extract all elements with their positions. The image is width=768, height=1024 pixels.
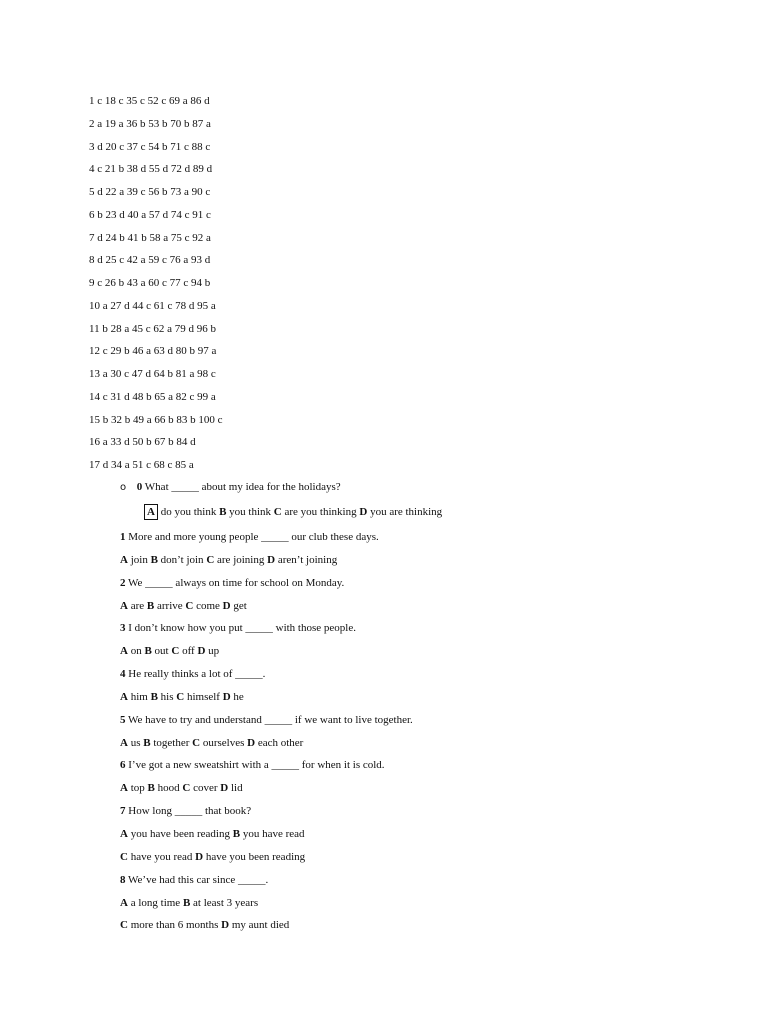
answer-key-line: 12 c 29 b 46 a 63 d 80 b 97 a (89, 345, 217, 358)
options-line (120, 643, 720, 666)
answer-key-line: 14 c 31 d 48 b 65 a 82 c 99 a (89, 390, 216, 403)
option-letter: B (150, 553, 158, 566)
option-text: off (179, 645, 198, 658)
option-letter: C (206, 553, 215, 566)
option-letter: A (120, 599, 128, 612)
option-text: you have read (240, 827, 305, 840)
question-number: 1 (120, 531, 126, 543)
answer-key-line: 5 d 22 a 39 c 56 b 73 a 90 c (89, 186, 211, 198)
option-text: on (127, 645, 145, 658)
question-1 (120, 529, 720, 552)
option-letter: B (144, 645, 152, 658)
answer-key-line: 7 d 24 b 41 b 58 a 75 c 92 a (89, 231, 211, 244)
example-options (120, 503, 720, 529)
option-text: up (205, 645, 220, 658)
answer-key-line: 9 c 26 b 43 a 60 c 77 c 94 b (89, 277, 211, 289)
option-text: do you think (157, 506, 220, 518)
option-text: get (230, 599, 247, 612)
bullet-icon: o (120, 482, 127, 493)
answer-key-line: 2 a 19 a 36 b 53 b 70 b 87 a (89, 117, 211, 130)
question-number: 5 (120, 713, 126, 726)
question-stem: We’ve had this car since _____. (125, 873, 269, 886)
options-line (120, 552, 720, 575)
option-text: him (127, 690, 151, 703)
option-text: come (193, 599, 223, 612)
example-question (120, 479, 720, 503)
answer-key-line: 11 b 28 a 45 c 62 a 79 d 96 b (89, 322, 216, 335)
question-number: 3 (120, 622, 126, 635)
option-letter: D (197, 645, 206, 658)
options-line (120, 917, 720, 940)
option-letter: A (120, 690, 128, 703)
option-text: hood (154, 782, 183, 795)
option-letter: C (120, 919, 128, 932)
option-text: my aunt died (229, 919, 290, 932)
option-text: lid (228, 782, 243, 795)
options-line (120, 689, 720, 712)
answer-key (89, 93, 223, 480)
question-stem: He really thinks a lot of _____. (125, 668, 266, 681)
question-stem: I don’t know how you put _____ with those people. (125, 622, 356, 635)
question-stem: How long _____ that book? (125, 805, 252, 818)
option-text: have you read (127, 850, 196, 863)
option-letter: B (150, 690, 158, 703)
option-letter: D (247, 736, 256, 749)
question-7 (120, 803, 720, 826)
option-letter: B (143, 736, 151, 749)
answer-key-line: 1 c 18 c 35 c 52 c 69 a 86 d (89, 95, 210, 107)
option-letter: C (192, 736, 201, 749)
option-text: you are thinking (367, 506, 443, 518)
option-text: cover (190, 782, 221, 795)
answer-key-line: 3 d 20 c 37 c 54 b 71 c 88 c (89, 140, 211, 153)
option-letter: D (195, 850, 204, 863)
option-text: each other (255, 736, 304, 749)
option-text: his (157, 690, 177, 703)
answer-key-line: 17 d 34 a 51 c 68 c 85 a (89, 459, 194, 471)
option-text: more than 6 months (127, 919, 222, 932)
answer-key-line: 15 b 32 b 49 a 66 b 83 b 100 c (89, 413, 223, 426)
selected-answer-box: A (144, 504, 158, 520)
option-text: he (230, 690, 244, 703)
option-text: ourselves (200, 736, 248, 749)
question-8 (120, 872, 720, 895)
option-text: at least 3 years (190, 896, 259, 909)
answer-key-line: 10 a 27 d 44 c 61 c 78 d 95 a (89, 299, 216, 312)
option-text: have you been reading (203, 850, 306, 863)
option-letter: C (120, 850, 128, 863)
question-2 (120, 575, 720, 598)
option-text: a long time (127, 896, 183, 909)
options-line (120, 780, 720, 803)
option-text: are (127, 599, 147, 612)
option-text: himself (184, 690, 223, 703)
options-line (120, 735, 720, 758)
option-text: us (127, 736, 144, 749)
option-letter: C (273, 506, 282, 518)
options-line (120, 826, 720, 849)
question-stem: We have to try and understand _____ if we want to live together. (125, 713, 413, 726)
options-line (120, 895, 720, 918)
question-number: 2 (120, 576, 126, 589)
question-6 (120, 757, 720, 780)
option-letter: D (222, 599, 231, 612)
question-stem: More and more young people _____ our club these days. (125, 531, 379, 543)
question-stem: What _____ about my idea for the holidays? (142, 481, 341, 493)
option-text: arrive (154, 599, 186, 612)
options-line (120, 849, 720, 872)
option-letter: B (182, 896, 191, 909)
option-text: are you thinking (281, 506, 360, 518)
option-letter: D (222, 690, 231, 703)
option-letter: A (120, 827, 128, 840)
option-text: don’t join (157, 553, 207, 566)
option-text: aren’t joining (275, 553, 338, 566)
option-text: top (127, 782, 148, 795)
options-line (120, 598, 720, 621)
answer-key-line: 4 c 21 b 38 d 55 d 72 d 89 d (89, 163, 213, 176)
option-text: together (150, 736, 193, 749)
option-letter: C (182, 782, 191, 795)
option-letter: C (185, 599, 194, 612)
question-stem: I’ve got a new sweatshirt with a _____ for when it is cold. (125, 759, 385, 772)
answer-key-line: 8 d 25 c 42 a 59 c 76 a 93 d (89, 254, 211, 267)
answer-key-line: 13 a 30 c 47 d 64 b 81 a 98 c (89, 368, 216, 380)
question-stem: We _____ always on time for school on Monday. (125, 576, 345, 589)
question-3 (120, 620, 720, 643)
question-number: 4 (120, 668, 126, 681)
option-text: you think (226, 506, 274, 518)
option-letter: A (120, 553, 128, 566)
option-letter: A (120, 645, 128, 658)
option-letter: B (146, 599, 155, 612)
option-letter: B (219, 506, 227, 518)
question-number: 7 (120, 805, 126, 818)
question-number: 0 (136, 481, 143, 493)
option-letter: C (176, 690, 185, 703)
option-text: are joining (214, 553, 268, 566)
answer-key-line: 16 a 33 d 50 b 67 b 84 d (89, 436, 196, 449)
option-letter: D (359, 506, 368, 518)
question-list (120, 479, 720, 940)
option-letter: A (120, 736, 128, 749)
option-letter: B (232, 827, 241, 840)
question-4 (120, 666, 720, 689)
option-letter: A (120, 782, 128, 795)
option-letter: D (220, 782, 229, 795)
option-letter: A (120, 896, 128, 909)
question-number: 6 (120, 759, 126, 772)
option-letter: D (267, 553, 276, 566)
question-number: 8 (120, 873, 126, 886)
option-letter: B (147, 782, 155, 795)
question-5 (120, 712, 720, 735)
option-letter: C (171, 645, 180, 658)
option-letter: D (221, 919, 230, 932)
option-text: join (127, 553, 151, 566)
option-text: out (151, 645, 172, 658)
answer-key-line: 6 b 23 d 40 a 57 d 74 c 91 c (89, 208, 211, 221)
option-text: you have been reading (127, 827, 233, 840)
